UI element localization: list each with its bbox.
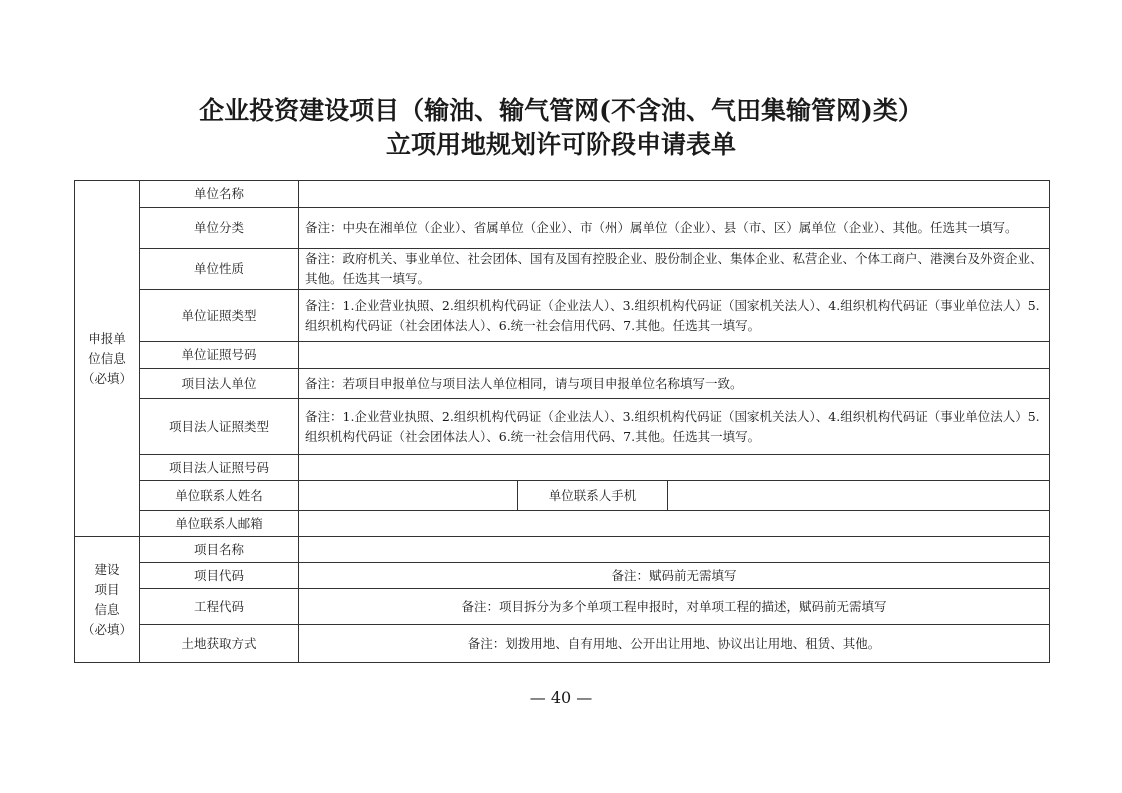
row-unit-nature [75, 249, 1050, 290]
project-name-label: 项目名称 [140, 537, 299, 563]
row-unit-license-type [75, 290, 1050, 342]
row-unit-name [75, 181, 1050, 208]
contact-email-value[interactable] [299, 511, 1050, 537]
project-code-label: 项目代码 [140, 563, 299, 589]
unit-nature-label: 单位性质 [140, 249, 299, 290]
section-applicant-label-line1: 申报单 [88, 330, 126, 346]
unit-nature-note[interactable]: 备注：政府机关、事业单位、社会团体、国有及国有控股企业、股份制企业、集体企业、私营企业、个体工商户、港澳台及外资企业、其他。任选其一填写。 [299, 249, 1050, 290]
legal-license-no-value[interactable] [299, 455, 1050, 481]
row-legal-unit [75, 369, 1050, 399]
section-project-label-line1: 建设 [94, 561, 120, 577]
project-code-note[interactable]: 备注：赋码前无需填写 [299, 563, 1050, 589]
row-project-name [75, 537, 1050, 563]
row-contact-email [75, 511, 1050, 537]
land-method-note[interactable]: 备注：划拨用地、自有用地、公开出让用地、协议出让用地、租赁、其他。 [299, 625, 1050, 663]
contact-name-value[interactable] [299, 481, 518, 511]
unit-name-label: 单位名称 [140, 181, 299, 208]
application-form-table [74, 180, 1050, 663]
project-name-value[interactable] [299, 537, 1050, 563]
page-number: — 40 — [529, 688, 593, 707]
unit-license-no-value[interactable] [299, 342, 1050, 369]
unit-category-note[interactable]: 备注：中央在湘单位（企业）、省属单位（企业）、市（州）属单位（企业）、县（市、区）属单位（企业）、其他。任选其一填写。 [299, 208, 1050, 249]
section-applicant-label-line3: （必填） [81, 370, 132, 386]
legal-unit-note[interactable]: 备注：若项目申报单位与项目法人单位相同，请与项目申报单位名称填写一致。 [299, 369, 1050, 399]
section-applicant-info-label [75, 181, 140, 537]
section-project-info-label [75, 537, 140, 663]
section-project-label-line4: （必填） [81, 621, 132, 637]
row-project-code [75, 563, 1050, 589]
section-project-label-line3: 信息 [94, 601, 120, 617]
contact-phone-label: 单位联系人手机 [518, 481, 668, 511]
land-method-label: 土地获取方式 [140, 625, 299, 663]
section-project-label-line2: 项目 [94, 581, 120, 597]
contact-phone-value[interactable] [668, 481, 1050, 511]
unit-category-label: 单位分类 [140, 208, 299, 249]
contact-name-label: 单位联系人姓名 [140, 481, 299, 511]
legal-license-type-note[interactable]: 备注：1.企业营业执照、2.组织机构代码证（企业法人）、3.组织机构代码证（国家机关法人）、4.组织机构代码证（事业单位法人）5.组织机构代码证（社会团体法人）、6.统一社会信用代码、7.其他。任选其一填写。 [299, 399, 1050, 455]
row-engineering-code [75, 589, 1050, 625]
row-unit-category [75, 208, 1050, 249]
unit-license-no-label: 单位证照号码 [140, 342, 299, 369]
row-contact [75, 481, 1050, 511]
legal-license-no-label: 项目法人证照号码 [140, 455, 299, 481]
legal-unit-label: 项目法人单位 [140, 369, 299, 399]
row-legal-license-no [75, 455, 1050, 481]
row-legal-license-type [75, 399, 1050, 455]
legal-license-type-label: 项目法人证照类型 [140, 399, 299, 455]
form-title-line1: 企业投资建设项目（输油、输气管网(不含油、气田集输管网)类） [199, 96, 923, 125]
unit-license-type-label: 单位证照类型 [140, 290, 299, 342]
form-title-line2: 立项用地规划许可阶段申请表单 [385, 130, 736, 159]
engineering-code-note[interactable]: 备注：项目拆分为多个单项工程申报时，对单项工程的描述，赋码前无需填写 [299, 589, 1050, 625]
unit-name-value[interactable] [299, 181, 1050, 208]
contact-email-label: 单位联系人邮箱 [140, 511, 299, 537]
engineering-code-label: 工程代码 [140, 589, 299, 625]
section-applicant-label-line2: 位信息 [88, 350, 126, 366]
row-unit-license-no [75, 342, 1050, 369]
row-land-method [75, 625, 1050, 663]
unit-license-type-note[interactable]: 备注：1.企业营业执照、2.组织机构代码证（企业法人）、3.组织机构代码证（国家机关法人）、4.组织机构代码证（事业单位法人）5.组织机构代码证（社会团体法人）、6.统一社会信用代码、7.其他。任选其一填写。 [299, 290, 1050, 342]
